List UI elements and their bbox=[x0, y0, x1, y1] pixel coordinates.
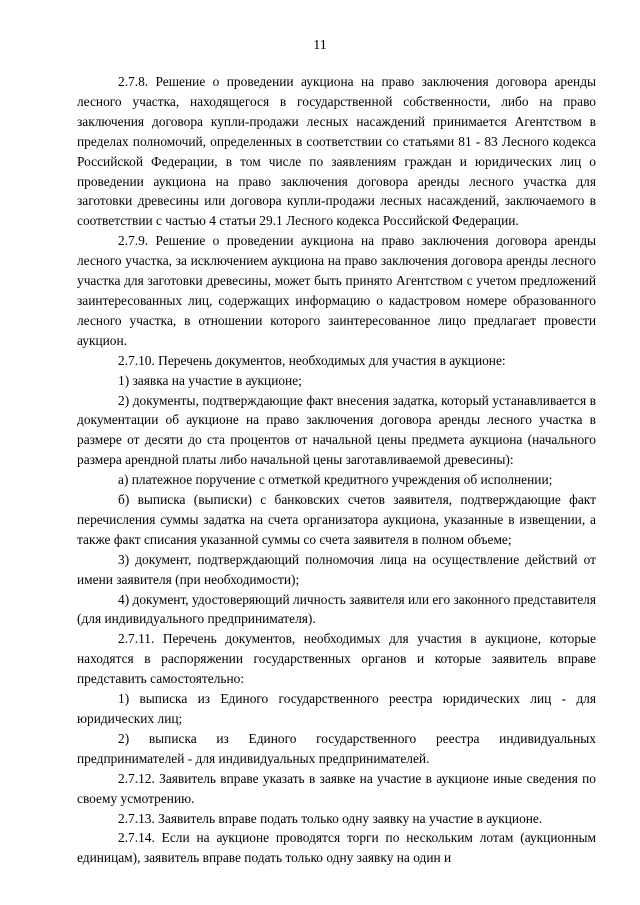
list-item: 1) заявка на участие в аукционе; bbox=[118, 372, 302, 388]
list-item: 4) документ, удостоверяющий личность заявителя или его законного представителя (для индивидуального предпринимателя). bbox=[77, 591, 596, 627]
list-item: б) выписка (выписки) с банковских счетов заявителя, подтверждающие факт перечисления суммы задатка на счета организатора аукциона, указанные в извещении, а также факт списания указанной суммы со счета заявителя в полном объеме; bbox=[77, 492, 596, 547]
paragraph-2-7-9: 2.7.9. Решение о проведении аукциона на право заключения договора аренды лесного участка, за исключением аукциона на право заключения договора аренды лесного участка для заготовки древесины, может быть принято Агентством с учетом предложений заинтересованных лиц, содержащих информацию о кадастровом номере образованного лесного участка, в отношении которого заинтересованное лицо предлагает провести аукцион. bbox=[77, 233, 596, 348]
list-item: 2) выписка из Единого государственного реестра индивидуальных предпринимателей - для индивидуальных предпринимателей. bbox=[77, 730, 596, 766]
paragraph-2-7-13: 2.7.13. Заявитель вправе подать только одну заявку на участие в аукционе. bbox=[118, 810, 543, 826]
paragraph-2-7-10: 2.7.10. Перечень документов, необходимых для участия в аукционе: bbox=[118, 352, 506, 368]
document-body bbox=[77, 72, 596, 868]
paragraph-2-7-11: 2.7.11. Перечень документов, необходимых для участия в аукционе, которые находятся в распоряжении государственных органов и которые заявитель вправе представить самостоятельно: bbox=[77, 631, 596, 687]
list-item: 1) выписка из Единого государственного реестра юридических лиц - для юридических лиц; bbox=[77, 691, 596, 726]
list-item: а) платежное поручение с отметкой кредитного учреждения об исполнении; bbox=[118, 472, 553, 488]
page-number: 11 bbox=[313, 38, 327, 53]
paragraph-2-7-8: 2.7.8. Решение о проведении аукциона на право заключения договора аренды лесного участка, находящегося в государственной собственности, либо на право заключения договора купли-продажи лесных насаждений принимается Агентством в пределах полномочий, определенных в соответствии со статьями 81 - 83 Лесного кодекса Российской Федерации, в том числе по заявлениям граждан и юридических лиц о проведении аукциона на право заключения договора аренды лесного участка для заготовки древесины или договора купли-продажи лесных насаждений, заключаемого в соответствии с частью 4 статьи 29.1 Лесного кодекса Российской Федерации. bbox=[77, 74, 596, 229]
list-item: 3) документ, подтверждающий полномочия лица на осуществление действий от имени заявителя (при необходимости); bbox=[77, 551, 596, 587]
list-item: 2) документы, подтверждающие факт внесения задатка, который устанавливается в документации об аукционе на право заключения договора аренды лесного участка в размере от десяти до ста процентов от начальной цены предмета аукциона (начального размера арендной платы либо начальной цены заготавливаемой древесины): bbox=[77, 392, 596, 468]
paragraph-2-7-12: 2.7.12. Заявитель вправе указать в заявке на участие в аукционе иные сведения по своему усмотрению. bbox=[77, 770, 596, 806]
paragraph-2-7-14: 2.7.14. Если на аукционе проводятся торги по нескольким лотам (аукционным единицам), заявитель вправе подать только одну заявку на один и bbox=[77, 830, 596, 866]
